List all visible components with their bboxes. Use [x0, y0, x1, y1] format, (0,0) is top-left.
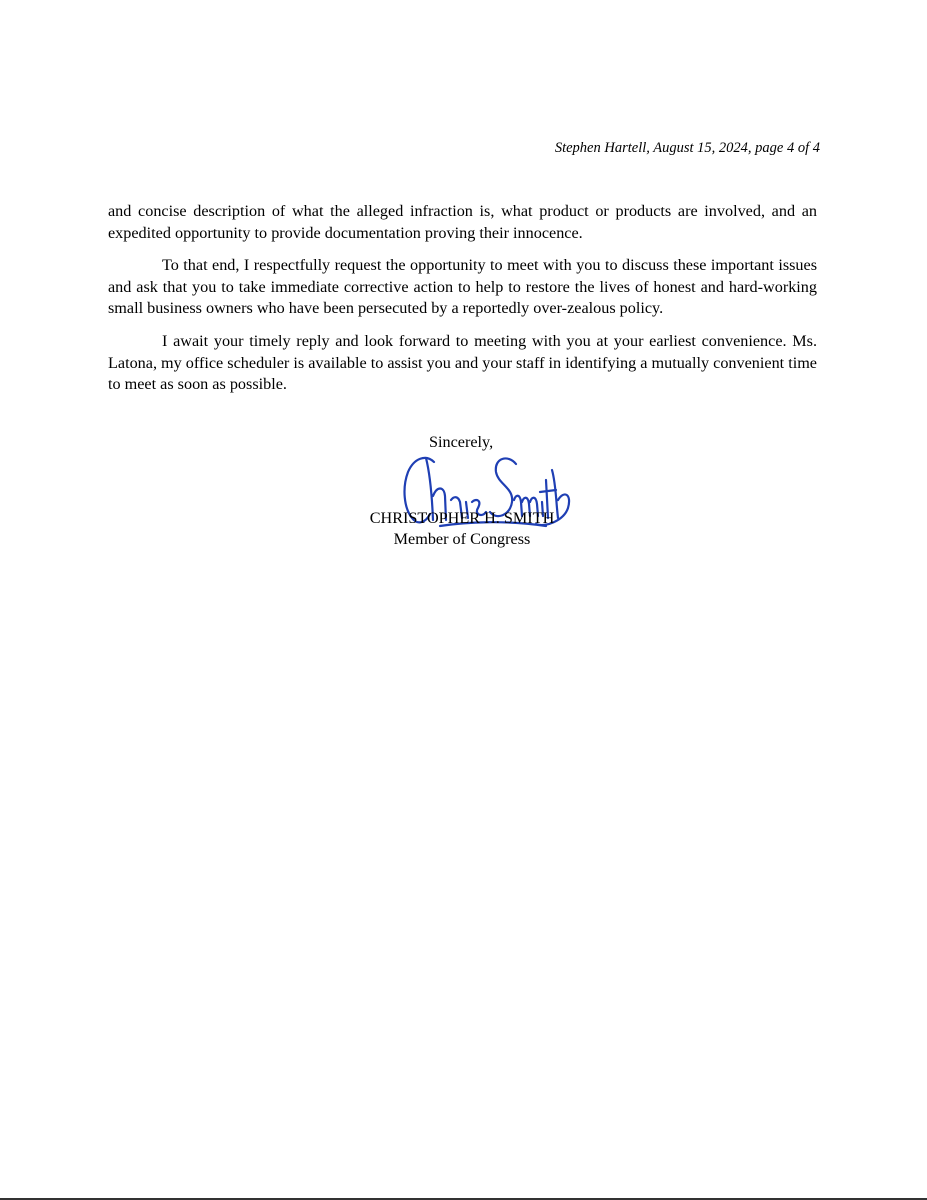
letter-body: [108, 201, 817, 407]
paragraph-continuation: and concise description of what the alleged infraction is, what product or products are involved, and an expedited opportunity to provide documentation proving their innocence.: [108, 202, 817, 242]
signer-name: CHRISTOPHER H. SMITH: [369, 509, 555, 527]
signature-block: [300, 430, 624, 560]
paragraph-reply: I await your timely reply and look forward to meeting with you at your earliest convenience. Ms. Latona, my office scheduler is available to assist you and your staff in identifying a mutually convenient time to meet as soon as possible.: [108, 331, 817, 394]
paragraph-request: To that end, I respectfully request the opportunity to meet with you to discuss these important issues and ask that you to take immediate corrective action to help to restore the lives of honest and hard-working small business owners who have been persecuted by a reportedly over-zealous policy.: [108, 256, 817, 318]
running-header: Stephen Hartell, August 15, 2024, page 4 of 4: [554, 140, 820, 156]
signer-title: Member of Congress: [393, 530, 531, 548]
closing-salutation: Sincerely,: [429, 433, 494, 451]
